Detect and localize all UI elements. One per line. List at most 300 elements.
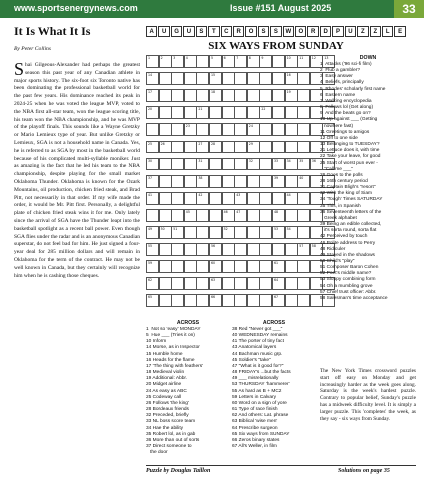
grid-clue-number: 23 [185,124,190,129]
grid-clue-number: 15 [211,73,216,78]
grid-clue-number: 49 [148,227,153,231]
grid-cell[interactable] [146,55,159,68]
across-clue: 62 And others: Lat. phrase [232,413,289,419]
grid-cell[interactable] [285,277,298,290]
grid-clue-number: 7 [236,56,239,60]
grid-cell[interactable] [196,123,209,136]
grid-clue-number: 42 [198,192,203,197]
grid-cell[interactable] [259,141,272,154]
grid-cell[interactable] [209,89,222,102]
grid-cell[interactable] [222,141,235,154]
across-clue: 37 Direct someone to [146,443,192,449]
grid-cell[interactable] [146,260,159,273]
grid-cell[interactable] [184,106,197,119]
grid-cell[interactable] [247,260,260,273]
grid-cell[interactable] [285,72,298,85]
grid-cell[interactable] [146,72,159,85]
across-clue: 28 Bordeaux friends [146,407,189,413]
drop-cap: S [14,59,25,79]
down-clue: 28 16th century period [320,178,368,184]
grid-clue-number: 37 [148,175,153,180]
across-clue: 1 Not so 'easy' MONDAY [146,327,201,332]
banner-letter: R [307,26,318,37]
grid-cell[interactable] [222,277,235,290]
grid-cell[interactable] [196,106,209,119]
grid-cell[interactable] [272,141,285,154]
grid-cell[interactable] [234,260,247,273]
grid-cell[interactable] [159,209,172,222]
across-clue: 14 Morse, as in Inspector [146,345,200,351]
grid-cell[interactable] [184,260,197,273]
grid-cell[interactable] [184,209,197,222]
grid-cell[interactable] [209,226,222,239]
across-clue: 53 THURSDAY 'hammerer' [232,382,290,388]
grid-clue-number: 48 [274,209,279,214]
grid-cell[interactable] [146,175,159,188]
grid-cell[interactable] [297,260,310,273]
grid-cell[interactable] [222,89,235,102]
grid-clue-number: 18 [211,90,216,95]
grid-clue-number: 21 [198,107,203,112]
grid-cell[interactable] [196,277,209,290]
grid-clue-number: 17 [148,90,153,95]
grid-cell[interactable] [247,192,260,205]
grid-cell[interactable] [285,55,298,68]
grid-cell[interactable] [159,89,172,102]
grid-cell[interactable] [184,158,197,171]
banner-letter: L [382,26,393,37]
grid-cell[interactable] [247,175,260,188]
grid-clue-number: 51 [173,227,178,231]
grid-cell[interactable] [146,209,159,222]
grid-cell[interactable] [297,89,310,102]
grid-cell[interactable] [259,72,272,85]
grid-clue-number: 5 [211,56,214,60]
grid-cell[interactable] [259,158,272,171]
down-clue: 36 Seventeenth letters of the [320,209,382,215]
grid-cell[interactable] [234,141,247,154]
across-clues-1 [146,320,230,456]
down-clue: 1 Attacks ('96 sci-fi film) [320,62,372,67]
grid-cell[interactable] [234,89,247,102]
grid-cell[interactable] [285,294,298,307]
banner-letter: U [345,26,356,37]
grid-cell[interactable] [247,294,260,307]
across-clue: 17 'The thing with feathers' [146,363,204,369]
grid-cell[interactable] [159,158,172,171]
grid-cell[interactable] [285,89,298,102]
grid-cell[interactable] [184,175,197,188]
grid-cell[interactable] [184,294,197,307]
grid-clue-number: 56 [211,244,216,249]
grid-cell[interactable] [171,175,184,188]
grid-cell[interactable] [272,158,285,171]
across-clue: 25 Codeway call [146,394,182,400]
grid-cell[interactable] [247,158,260,171]
down-clue: 8 Follows lol (Get along) [320,105,374,111]
grid-clue-number: 3 [173,56,176,60]
grid-cell[interactable] [171,106,184,119]
across-clue: 61 Type of race finish [232,407,278,413]
banner-letter: S [258,26,269,37]
grid-cell[interactable] [196,260,209,273]
down-clue: it's sorta round, sorta flat [320,228,377,234]
across-clue: 47 "What is it good for?" [232,363,284,369]
grid-cell[interactable] [234,55,247,68]
grid-cell[interactable] [222,72,235,85]
grid-cell[interactable] [272,89,285,102]
grid-clue-number: 38 [198,175,203,180]
grid-cell[interactable] [272,243,285,256]
grid-cell[interactable] [259,106,272,119]
grid-cell[interactable] [297,106,310,119]
down-clue: 11 Greetings to amigos [320,129,370,135]
grid-cell[interactable] [259,294,272,307]
banner-letter: U [183,26,194,37]
grid-cell[interactable] [272,175,285,188]
grid-cell[interactable] [196,72,209,85]
issue-label: Issue #151 August 2025 [230,3,332,13]
grid-cell[interactable] [234,175,247,188]
grid-cell[interactable] [184,123,197,136]
grid-cell[interactable] [159,226,172,239]
down-clue: 10 Up against ___ (Getting [320,117,378,123]
grid-cell[interactable] [272,277,285,290]
grid-clue-number: 27 [198,141,203,146]
grid-cell[interactable] [209,106,222,119]
grid-cell[interactable] [184,243,197,256]
banner-letter: G [171,26,182,37]
grid-cell[interactable] [247,243,260,256]
grid-cell[interactable] [196,294,209,307]
grid-cell[interactable] [222,209,235,222]
grid-cell[interactable] [222,294,235,307]
across-clue: 26 Follows 'the king' [146,400,189,406]
grid-cell[interactable] [259,209,272,222]
grid-cell[interactable] [209,141,222,154]
grid-cell[interactable] [234,209,247,222]
grid-cell[interactable] [272,72,285,85]
grid-clue-number: 19 [286,90,291,95]
grid-cell[interactable] [209,72,222,85]
grid-cell[interactable] [196,226,209,239]
grid-cell[interactable] [159,141,172,154]
grid-cell[interactable] [146,226,159,239]
grid-cell[interactable] [234,106,247,119]
grid-cell[interactable] [146,106,159,119]
down-clue: 52 Poet's middle name? [320,271,372,277]
down-clue: 57 Chief trust officer: Abbr. [320,289,377,295]
down-clue: nowhere fast) [320,123,354,129]
across-clue: 64 Prescribe surgeon [232,425,278,431]
banner-letter: P [332,26,343,37]
grid-cell[interactable] [247,123,260,136]
grid-cell[interactable] [234,243,247,256]
grid-cell[interactable] [159,277,172,290]
grid-cell[interactable] [171,89,184,102]
grid-cell[interactable] [184,277,197,290]
across-clue: 40 WEDNESDAY remains [232,333,288,339]
grid-cell[interactable] [159,175,172,188]
across-clue: 43 Anatomical layers [232,345,277,351]
across-clue: 38 Red "Never got ___" [232,327,283,332]
grid-cell[interactable] [247,141,260,154]
grid-cell[interactable] [146,243,159,256]
down-clue: 50 Child's "play" [320,259,355,264]
grid-cell[interactable] [209,260,222,273]
grid-cell[interactable] [222,226,235,239]
grid-cell[interactable] [259,277,272,290]
grid-cell[interactable] [272,226,285,239]
grid-cell[interactable] [272,192,285,205]
grid-cell[interactable] [259,243,272,256]
grid-clue-number: 1 [148,56,151,60]
grid-cell[interactable] [171,243,184,256]
banner-letter: E [394,26,405,37]
grid-cell[interactable] [285,260,298,273]
grid-clue-number: 34 [286,158,291,163]
across-heading: ACROSS [176,320,200,326]
grid-cell[interactable] [272,294,285,307]
grid-cell[interactable] [159,72,172,85]
grid-cell[interactable] [247,209,260,222]
grid-cell[interactable] [196,243,209,256]
banner-letter: R [233,26,244,37]
down-clue: 48 Ridiculer [320,246,346,252]
grid-cell[interactable] [272,260,285,273]
story-text: hai Gilgeous-Alexander had perhaps the greatest season this past year of any Canadian athlete in major sports history. The six-foot six Toronto native has been dominating the professional basketball world for the past few years. His dominance reached its peak in 2024-25 when he was voted the league MVP, voted to the NBA first all-star team, won the league scoring title, his team won the NBA championship, and he was MVP of the playoff finals. This sounds like a Wayne Gretzky or Mario Lemieux type of year. But unlike Gretzky or Lemieux, SGA is not a household name in Canada. Yes, he is referred to as SGA by most in the basketball world because of his complicated multi-syllable moniker. Just as amazing is the fact that he led his team to the NBA championship, despite playing for the small market Oklahoma Thunder. Oklahoma is known for the Ozark Mountains, oil production, chicken fried steak, and Brad Pitt, not necessarily in that order. If my wife made the order, it would be Mr. Pitt first. Personally, a delightful plate of chicken fried steak wins it for me. Only lately since the arrival of SGA have the Thunder leapt into the basketball spotlight as a recent ball power. Even though SGA flies under the radar and is an anonymous Canadian superstar, do not feel bad for him. He just signed a four-year deal for 285 million dollars and will remain in Oklahoma for the term of the contract. He may not be well known in Canada, but they certainly will recognize him when he is cashing those cheques. [14,62,141,279]
grid-cell[interactable] [285,243,298,256]
grid-cell[interactable] [146,89,159,102]
grid-cell[interactable] [209,123,222,136]
story-body [14,59,141,280]
grid-cell[interactable] [234,226,247,239]
grid-cell[interactable] [222,175,235,188]
solutions-note: Solutions on page 35 [338,468,390,474]
grid-clue-number: 29 [248,141,253,146]
grid-cell[interactable] [209,277,222,290]
grid-cell[interactable] [259,260,272,273]
grid-cell[interactable] [209,243,222,256]
grid-cell[interactable] [171,72,184,85]
grid-cell[interactable] [146,158,159,171]
grid-cell[interactable] [171,226,184,239]
grid-cell[interactable] [209,158,222,171]
grid-cell[interactable] [285,175,298,188]
grid-cell[interactable] [184,55,197,68]
grid-clue-number: 20 [148,107,153,112]
across-clue: 5 Hue ___ (Tries it on) [146,333,195,339]
grid-cell[interactable] [196,89,209,102]
grid-clue-number: 33 [274,158,279,163]
banner-letter: S [196,26,207,37]
grid-cell[interactable] [171,260,184,273]
grid-cell[interactable] [234,277,247,290]
grid-cell[interactable] [272,209,285,222]
grid-cell[interactable] [247,226,260,239]
down-clue: 31 Captain Bligh's "resort" [320,185,376,191]
across-clue: 16 Heads for the flame [146,357,195,363]
grid-clue-number: 6 [223,56,226,60]
grid-cell[interactable] [184,72,197,85]
grid-cell[interactable] [285,209,298,222]
across-clue: 59 Letters in Calvary [232,394,276,400]
grid-cell[interactable] [171,192,184,205]
grid-cell[interactable] [222,123,235,136]
grid-clue-number: 28 [211,141,216,146]
crossword-title: SIX WAYS FROM SUNDAY [208,40,344,52]
grid-cell[interactable] [159,192,172,205]
grid-clue-number: 65 [148,295,153,300]
grid-cell[interactable] [222,158,235,171]
grid-cell[interactable] [184,192,197,205]
grid-cell[interactable] [171,123,184,136]
grid-cell[interactable] [259,89,272,102]
grid-cell[interactable] [146,141,159,154]
down-clue: 6 Eastern name [320,92,356,98]
grid-cell[interactable] [259,123,272,136]
grid-cell[interactable] [297,209,310,222]
grid-cell[interactable] [209,55,222,68]
grid-cell[interactable] [247,55,260,68]
grid-cell[interactable] [159,260,172,273]
grid-cell[interactable] [297,294,310,307]
grid-cell[interactable] [285,106,298,119]
across-clue: 19 Additional: Abbr. [146,376,188,382]
grid-cell[interactable] [272,123,285,136]
across-clue: 20 Midget airline [146,382,182,388]
grid-cell[interactable] [285,158,298,171]
grid-cell[interactable] [196,209,209,222]
grid-cell[interactable] [222,106,235,119]
grid-cell[interactable] [184,226,197,239]
grid-clue-number: 59 [148,261,153,266]
grid-cell[interactable] [297,243,310,256]
grid-cell[interactable] [285,226,298,239]
byline: By Peter Collins [14,46,51,52]
grid-cell[interactable] [146,123,159,136]
grid-clue-number: 39 [274,175,279,180]
grid-cell[interactable] [159,294,172,307]
grid-cell[interactable] [285,123,298,136]
grid-cell[interactable] [209,294,222,307]
grid-cell[interactable] [297,277,310,290]
grid-cell[interactable] [297,141,310,154]
grid-cell[interactable] [247,72,260,85]
grid-cell[interactable] [285,192,298,205]
grid-clue-number: 26 [160,141,165,146]
crossword-grid[interactable] [146,55,329,313]
grid-cell[interactable] [184,89,197,102]
grid-cell[interactable] [285,141,298,154]
grid-cell[interactable] [259,226,272,239]
grid-cell[interactable] [209,209,222,222]
grid-cell[interactable] [259,55,272,68]
grid-clue-number: 44 [286,192,291,197]
grid-cell[interactable] [234,158,247,171]
grid-cell[interactable] [222,260,235,273]
grid-cell[interactable] [247,106,260,119]
grid-cell[interactable] [171,277,184,290]
grid-cell[interactable] [234,294,247,307]
down-clue: 32 With the king of Siam [320,191,372,197]
grid-cell[interactable] [146,277,159,290]
grid-cell[interactable] [146,294,159,307]
grid-cell[interactable] [234,123,247,136]
across-clue: 60 Word on a sign of yore [232,400,287,406]
grid-cell[interactable] [272,106,285,119]
grid-cell[interactable] [171,294,184,307]
banner-letter: Z [370,26,381,37]
grid-cell[interactable] [297,226,310,239]
story-title: It Is What It Is [14,24,91,38]
grid-cell[interactable] [222,192,235,205]
grid-cell[interactable] [184,141,197,154]
story-column [14,22,140,280]
grid-cell[interactable] [159,243,172,256]
down-clue: 25 Start of worst pun ever - [320,160,378,166]
grid-cell[interactable] [146,192,159,205]
grid-cell[interactable] [196,192,209,205]
down-clue: 42 Perceived by touch [320,234,368,240]
grid-cell[interactable] [159,123,172,136]
grid-cell[interactable] [196,55,209,68]
grid-cell[interactable] [196,141,209,154]
grid-cell[interactable] [196,158,209,171]
grid-clue-number: 63 [211,278,216,283]
grid-cell[interactable] [297,158,310,171]
grid-cell[interactable] [297,72,310,85]
across-clue: 32 Preceded, briefly [146,413,189,419]
down-clue: 26 Goes to the polls [320,172,363,178]
down-clue: 21 Lettuce does it, with time [320,148,380,154]
down-clue: 53 Sloppy combining form [320,277,376,283]
grid-clue-number: 58 [311,244,316,249]
down-clue: 51 Composer Baron Cohen [320,265,379,271]
down-clue: 3 Easy answer [320,74,353,80]
grid-cell[interactable] [247,277,260,290]
grid-cell[interactable] [222,55,235,68]
page-number: 33 [394,0,424,18]
grid-cell[interactable] [234,72,247,85]
grid-cell[interactable] [222,243,235,256]
grid-cell[interactable] [247,89,260,102]
grid-cell[interactable] [297,123,310,136]
grid-cell[interactable] [297,55,310,68]
down-clue: 22 Take your leave, for good [320,154,381,160]
grid-cell[interactable] [297,175,310,188]
grid-cell[interactable] [209,175,222,188]
grid-cell[interactable] [259,192,272,205]
grid-cell[interactable] [196,175,209,188]
grid-cell[interactable] [259,175,272,188]
grid-cell[interactable] [234,192,247,205]
grid-cell[interactable] [209,192,222,205]
grid-cell[interactable] [171,209,184,222]
grid-cell[interactable] [171,55,184,68]
across-clue: 63 Biblical 'wise men' [232,419,278,425]
grid-cell[interactable] [171,158,184,171]
banner-letter: O [295,26,306,37]
across-clues-2 [232,320,316,450]
grid-cell[interactable] [272,55,285,68]
grid-cell[interactable] [297,192,310,205]
grid-cell[interactable] [159,55,172,68]
grid-cell[interactable] [171,141,184,154]
grid-clue-number: 35 [299,158,304,163]
site-url[interactable]: www.sportsenergynews.com [14,3,138,13]
grid-cell[interactable] [159,106,172,119]
